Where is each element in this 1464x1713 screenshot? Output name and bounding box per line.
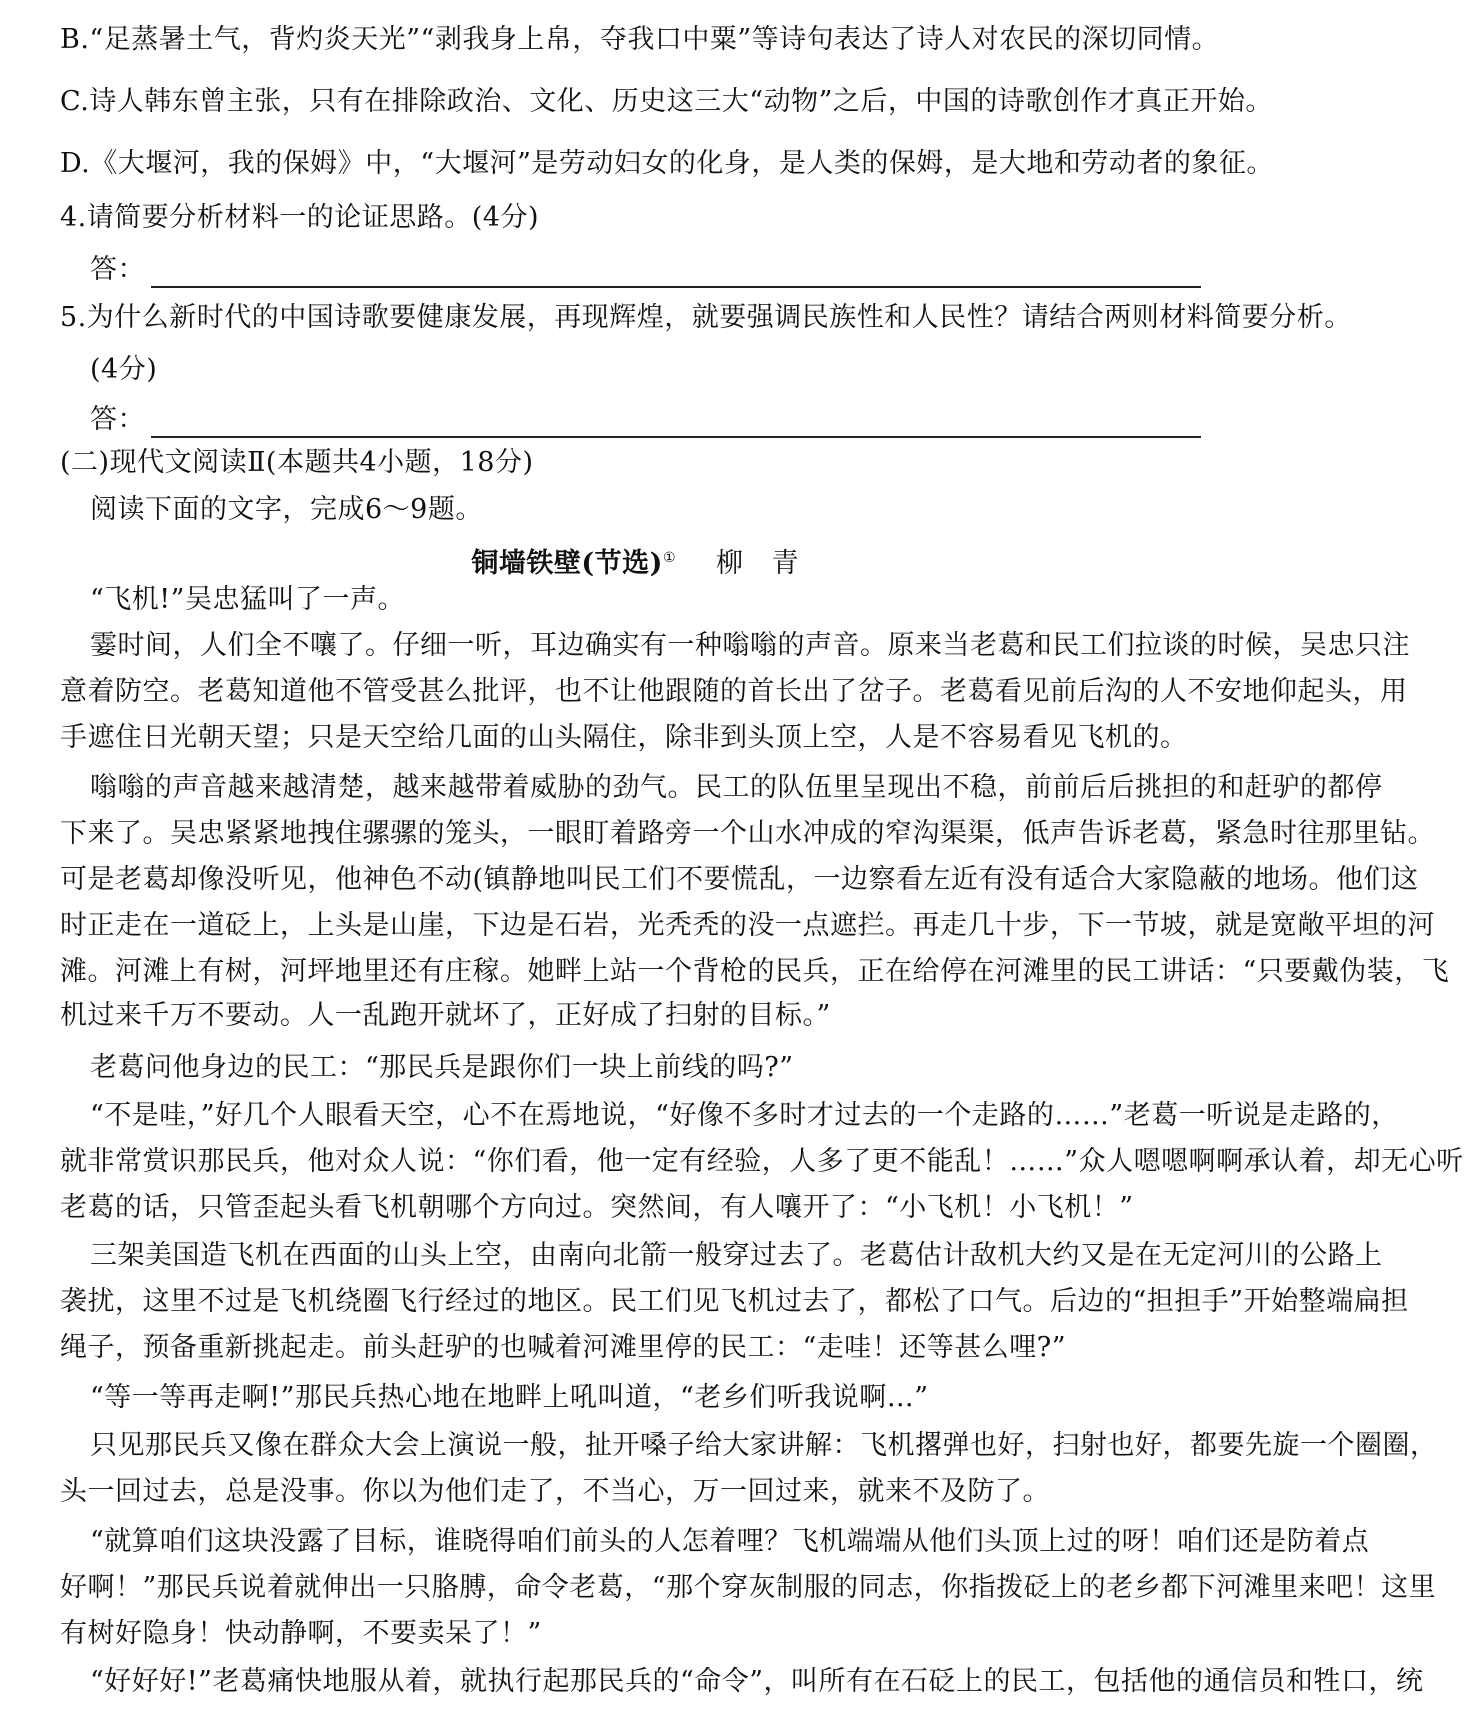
answer-blank[interactable] xyxy=(151,260,1201,288)
option-c: C.诗人韩东曾主张，只有在排除政治、文化、历史这三大“动物”之后，中国的诗歌创作才真正开始。 xyxy=(60,86,1273,117)
paragraph-line: 老葛问他身边的民工：“那民兵是跟你们一块上前线的吗?” xyxy=(90,1052,794,1083)
question-5-score: (4分) xyxy=(90,354,158,385)
question-4: 4.请简要分析材料一的论证思路。(4分) xyxy=(60,202,540,233)
paragraph-line: 只见那民兵又像在群众大会上演说一般，扯开嗓子给大家讲解：飞机撂弹也好，扫射也好，都要先旋一个圈圈， xyxy=(90,1430,1438,1461)
paragraph-line: “飞机!”吴忠猛叫了一声。 xyxy=(90,584,405,615)
author-name: 柳 青 xyxy=(716,548,809,579)
paragraph-line: 老葛的话，只管歪起头看飞机朝哪个方向过。突然间，有人嚷开了：“小飞机！小飞机！” xyxy=(60,1192,1134,1223)
paragraph-line: 手遮住日光朝天望；只是天空给几面的山头隔住，除非到头顶上空，人是不容易看见飞机的。 xyxy=(60,722,1188,753)
paragraph-line: 三架美国造飞机在西面的山头上空，由南向北箭一般穿过去了。老葛估计敌机大约又是在无定河川的公路上 xyxy=(90,1240,1383,1271)
answer-label: 答： xyxy=(90,254,145,285)
paragraph-line: 可是老葛却像没听见，他神色不动(镇静地叫民工们不要慌乱，一边察看左近有没有适合大家隐蔽的地场。他们这 xyxy=(60,864,1419,895)
paragraph-line: 嗡嗡的声音越来越清楚，越来越带着威胁的劲气。民工的队伍里呈现出不稳，前前后后挑担的和赶驴的都停 xyxy=(90,772,1383,803)
paragraph-line: 下来了。吴忠紧紧地拽住骡骡的笼头，一眼盯着路旁一个山水冲成的窄沟渠渠，低声告诉老葛，紧急时往那里钻。 xyxy=(60,818,1435,849)
paragraph-line: 机过来千万不要动。人一乱跑开就坏了，正好成了扫射的目标。” xyxy=(60,1000,831,1031)
paragraph-line: 头一回过去，总是没事。你以为他们走了，不当心，万一回过来，就来不及防了。 xyxy=(60,1476,1050,1507)
answer-blank[interactable] xyxy=(151,410,1201,438)
answer-line-5 xyxy=(90,402,1201,438)
paragraph-line: “就算咱们这块没露了目标，谁晓得咱们前头的人怎着哩？飞机端端从他们头顶上过的呀！咱们还是防着点 xyxy=(90,1526,1370,1557)
answer-line-4 xyxy=(90,252,1201,288)
instruction: 阅读下面的文字，完成6～9题。 xyxy=(90,494,483,525)
option-d: D.《大堰河，我的保姆》中，“大堰河”是劳动妇女的化身，是人类的保姆，是大地和劳动者的象征。 xyxy=(60,148,1274,179)
option-b: B.“足蒸暑土气，背灼炎天光”“剥我身上帛，夺我口中粟”等诗句表达了诗人对农民的深切同情。 xyxy=(60,24,1220,55)
paragraph-line: 意着防空。老葛知道他不管受甚么批评，也不让他跟随的首长出了岔子。老葛看见前后沟的人不安地仰起头，用 xyxy=(60,676,1408,707)
paragraph-line: 有树好隐身！快动静啊，不要卖呆了！” xyxy=(60,1618,542,1649)
title-text: 铜墙铁壁(节选) xyxy=(471,548,663,579)
paragraph-line: 绳子，预备重新挑起走。前头赶驴的也喊着河滩里停的民工：“走哇！还等甚么哩?” xyxy=(60,1332,1067,1363)
title-footnote-mark: ① xyxy=(662,550,677,566)
paragraph-line: 时正走在一道砭上，上头是山崖，下边是石岩，光秃秃的没一点遮拦。再走几十步，下一节坡，就是宽敞平坦的河 xyxy=(60,910,1435,941)
paragraph-line: “等一等再走啊!”那民兵热心地在地畔上吼叫道，“老乡们听我说啊…” xyxy=(90,1382,929,1413)
question-5: 5.为什么新时代的中国诗歌要健康发展，再现辉煌，就要强调民族性和人民性？请结合两则材料简要分析。 xyxy=(60,302,1352,333)
answer-label: 答： xyxy=(90,404,145,435)
paragraph-line: 就非常赏识那民兵，他对众人说：“你们看，他一定有经验，人多了更不能乱！……”众人嗯嗯啊啊承认着，却无心听 xyxy=(60,1146,1464,1177)
paragraph-line: “好好好!”老葛痛快地服从着，就执行起那民兵的“命令”，叫所有在石砭上的民工，包括他的通信员和牲口，统 xyxy=(90,1666,1424,1697)
section-heading: (二)现代文阅读Ⅱ(本题共4小题，18分) xyxy=(60,447,534,478)
paragraph-line: 霎时间，人们全不嚷了。仔细一听，耳边确实有一种嗡嗡的声音。原来当老葛和民工们拉谈的时候，吴忠只注 xyxy=(90,630,1410,661)
paragraph-line: 滩。河滩上有树，河坪地里还有庄稼。她畔上站一个背枪的民兵，正在给停在河滩里的民工讲话：“只要戴伪装，飞 xyxy=(60,956,1450,987)
paragraph-line: “不是哇，”好几个人眼看天空，心不在焉地说，“好像不多时才过去的一个走路的……”老葛一听说是走路的， xyxy=(90,1100,1399,1131)
paragraph-line: 袭扰，这里不过是飞机绕圈飞行经过的地区。民工们见飞机过去了，都松了口气。后边的“担担手”开始整端扁担 xyxy=(60,1286,1409,1317)
article-title xyxy=(0,540,1280,582)
paragraph-line: 好啊！”那民兵说着就伸出一只胳膊，命令老葛，“那个穿灰制服的同志，你指拨砭上的老乡都下河滩里来吧！这里 xyxy=(60,1572,1437,1603)
